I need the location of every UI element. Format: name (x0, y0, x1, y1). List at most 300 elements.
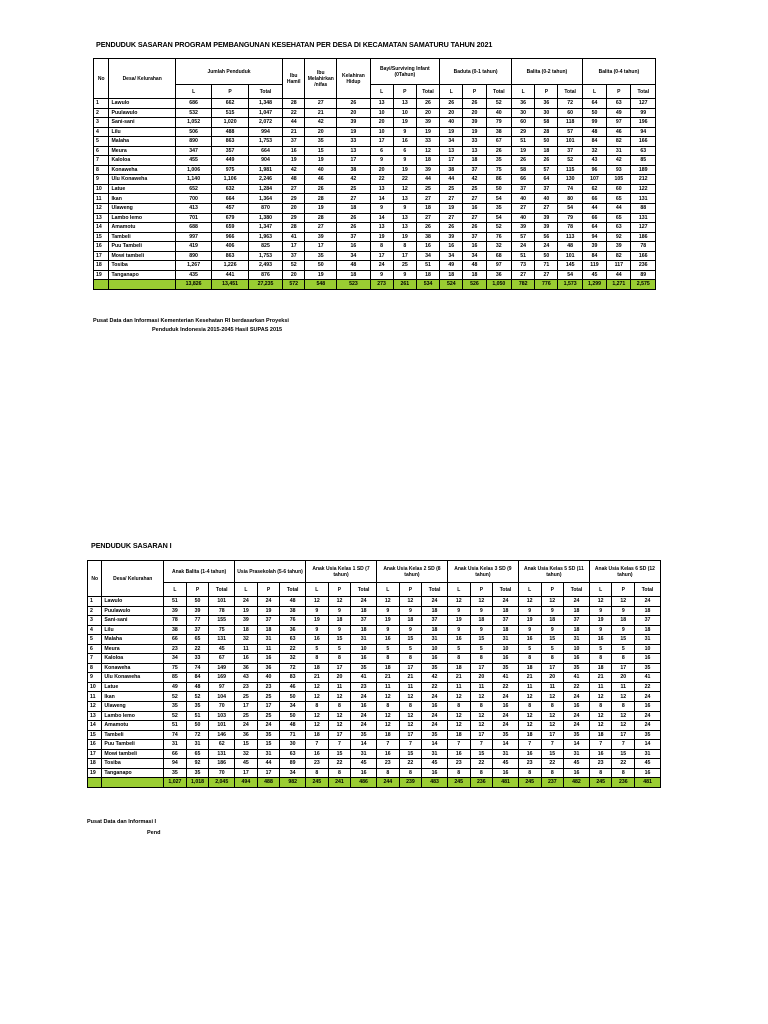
cell-value: 19 (305, 270, 337, 280)
cell-value: 19 (305, 204, 337, 214)
cell-value: 12 (447, 692, 470, 702)
target-population-table-2 (87, 560, 661, 788)
cell-value: 16 (440, 242, 463, 252)
cell-value: 997 (175, 232, 212, 242)
cell-value: 33 (186, 654, 209, 664)
cell-value: 50 (582, 108, 606, 118)
cell-value: 413 (175, 204, 212, 214)
cell-value: 8 (376, 768, 399, 778)
cell-value: 54 (558, 204, 582, 214)
cell-value: 19 (376, 616, 399, 626)
cell-value: 24 (635, 597, 661, 607)
cell-value: 18 (635, 606, 661, 616)
cell-value: 66 (164, 749, 187, 759)
col-header-total: Total (635, 583, 661, 597)
cell-value: 54 (558, 270, 582, 280)
col-header-total: Total (422, 583, 448, 597)
cell-value: 66 (582, 213, 606, 223)
desa-name: Ulaweng (102, 702, 164, 712)
cell-value: 35 (635, 663, 661, 673)
cell-value: 105 (607, 175, 631, 185)
col-header-total: Total (351, 583, 377, 597)
cell-value: 18 (416, 270, 439, 280)
cell-value: 16 (235, 654, 258, 664)
cell-value: 1,020 (212, 118, 249, 128)
cell-value: 15 (257, 740, 280, 750)
cell-value: 16 (564, 768, 590, 778)
cell-value: 15 (305, 146, 337, 156)
cell-value: 11 (376, 682, 399, 692)
cell-value: 15 (612, 749, 635, 759)
cell-value: 26 (463, 99, 486, 109)
cell-value: 22 (283, 108, 305, 118)
cell-value: 890 (175, 251, 212, 261)
table-row (94, 223, 656, 233)
cell-value: 49 (440, 261, 463, 271)
cell-value: 9 (376, 625, 399, 635)
cell-value: 5 (518, 644, 541, 654)
cell-value: 9 (541, 606, 564, 616)
cell-value: 19 (447, 616, 470, 626)
desa-name: Mowi tambeli (109, 251, 175, 261)
total-row-label (109, 280, 175, 290)
cell-value: 52 (486, 99, 511, 109)
cell-value: 515 (212, 108, 249, 118)
cell-value: 8 (306, 654, 329, 664)
cell-value: 904 (248, 156, 282, 166)
row-number: 15 (94, 232, 109, 242)
col-header-l: L (164, 583, 187, 597)
table-row (94, 204, 656, 214)
cell-value: 34 (416, 251, 439, 261)
cell-value: 16 (257, 654, 280, 664)
cell-value: 12 (612, 597, 635, 607)
cell-value: 45 (351, 759, 377, 769)
row-number: 17 (88, 749, 102, 759)
cell-value: 406 (212, 242, 249, 252)
cell-value: 32 (582, 146, 606, 156)
cell-value: 16 (376, 749, 399, 759)
cell-value: 18 (470, 616, 493, 626)
row-number: 4 (88, 625, 102, 635)
cell-value: 18 (463, 156, 486, 166)
cell-value: 66 (582, 194, 606, 204)
cell-value: 9 (470, 606, 493, 616)
table1-source-note: Pusat Data dan Informasi Kementerian Kesehatan RI berdasarkan Proyeksi (93, 318, 289, 324)
cell-value: 12 (612, 711, 635, 721)
cell-value: 22 (564, 682, 590, 692)
cell-value: 131 (631, 194, 656, 204)
cell-value: 9 (393, 156, 416, 166)
cell-value: 16 (493, 768, 519, 778)
cell-value: 39 (440, 232, 463, 242)
cell-value: 24 (422, 721, 448, 731)
cell-value: 15 (541, 635, 564, 645)
desa-name: Puulawulo (102, 606, 164, 616)
cell-value: 6 (370, 146, 393, 156)
cell-value: 7 (589, 740, 612, 750)
cell-value: 36 (512, 99, 535, 109)
cell-value: 22 (186, 644, 209, 654)
col-header-l: L (518, 583, 541, 597)
cell-value: 12 (328, 721, 351, 731)
cell-value: 12 (541, 711, 564, 721)
cell-value: 24 (422, 692, 448, 702)
cell-value: 5 (376, 644, 399, 654)
cell-value: 83 (280, 673, 306, 683)
cell-value: 43 (235, 673, 258, 683)
cell-value: 19 (589, 616, 612, 626)
desa-name: Tanganapo (102, 768, 164, 778)
cell-value: 1,380 (248, 213, 282, 223)
cell-value: 26 (535, 156, 558, 166)
cell-value: 9 (399, 625, 422, 635)
cell-value: 419 (175, 242, 212, 252)
cell-value: 118 (558, 118, 582, 128)
cell-value: 17 (612, 663, 635, 673)
cell-value: 74 (164, 730, 187, 740)
cell-value: 25 (257, 711, 280, 721)
cell-value: 22 (399, 759, 422, 769)
total-value: 1,573 (558, 280, 582, 290)
cell-value: 36 (235, 663, 258, 673)
cell-value: 18 (337, 270, 370, 280)
cell-value: 63 (631, 146, 656, 156)
cell-value: 16 (493, 654, 519, 664)
cell-value: 72 (186, 730, 209, 740)
cell-value: 863 (212, 251, 249, 261)
cell-value: 16 (351, 768, 377, 778)
row-number: 13 (94, 213, 109, 223)
cell-value: 50 (280, 711, 306, 721)
cell-value: 24 (635, 711, 661, 721)
cell-value: 41 (283, 232, 305, 242)
cell-value: 39 (535, 223, 558, 233)
cell-value: 11 (518, 682, 541, 692)
cell-value: 28 (305, 194, 337, 204)
cell-value: 1,981 (248, 165, 282, 175)
cell-value: 12 (518, 711, 541, 721)
cell-value: 1,226 (212, 261, 249, 271)
desa-name: Tanganapo (109, 270, 175, 280)
total-value: 572 (283, 280, 305, 290)
cell-value: 35 (564, 730, 590, 740)
table-row (94, 175, 656, 185)
cell-value: 38 (486, 127, 511, 137)
cell-value: 37 (535, 184, 558, 194)
cell-value: 24 (635, 721, 661, 731)
desa-name: Lilu (102, 625, 164, 635)
desa-name: Latue (109, 184, 175, 194)
cell-value: 166 (631, 251, 656, 261)
cell-value: 17 (283, 242, 305, 252)
desa-name: Tambeli (109, 232, 175, 242)
cell-value: 15 (328, 635, 351, 645)
cell-value: 30 (535, 108, 558, 118)
cell-value: 19 (393, 165, 416, 175)
cell-value: 23 (235, 682, 258, 692)
cell-value: 686 (175, 99, 212, 109)
cell-value: 9 (541, 625, 564, 635)
cell-value: 39 (416, 165, 439, 175)
cell-value: 67 (486, 137, 511, 147)
cell-value: 966 (212, 232, 249, 242)
cell-value: 37 (635, 616, 661, 626)
cell-value: 19 (440, 204, 463, 214)
cell-value: 12 (306, 597, 329, 607)
cell-value: 7 (306, 740, 329, 750)
cell-value: 24 (564, 721, 590, 731)
cell-value: 48 (463, 261, 486, 271)
cell-value: 12 (612, 692, 635, 702)
row-number: 18 (88, 759, 102, 769)
cell-value: 65 (607, 194, 631, 204)
cell-value: 22 (328, 759, 351, 769)
col-header-no: No (94, 59, 109, 99)
total-value: 534 (416, 280, 439, 290)
cell-value: 347 (175, 146, 212, 156)
cell-value: 15 (541, 749, 564, 759)
cell-value: 18 (564, 625, 590, 635)
cell-value: 14 (422, 740, 448, 750)
cell-value: 12 (470, 692, 493, 702)
cell-value: 21 (399, 673, 422, 683)
table-row (88, 644, 661, 654)
cell-value: 17 (470, 663, 493, 673)
cell-value: 50 (186, 597, 209, 607)
cell-value: 41 (493, 673, 519, 683)
cell-value: 66 (512, 175, 535, 185)
cell-value: 19 (440, 127, 463, 137)
cell-value: 31 (351, 635, 377, 645)
table-row (88, 759, 661, 769)
cell-value: 12 (518, 597, 541, 607)
cell-value: 25 (257, 692, 280, 702)
cell-value: 8 (541, 654, 564, 664)
cell-value: 18 (306, 663, 329, 673)
col-group-header: Baduta (0-1 tahun) (440, 59, 512, 85)
cell-value: 19 (257, 606, 280, 616)
cell-value: 22 (422, 682, 448, 692)
cell-value: 131 (631, 213, 656, 223)
cell-value: 94 (631, 127, 656, 137)
cell-value: 42 (305, 118, 337, 128)
cell-value: 16 (306, 749, 329, 759)
cell-value: 26 (440, 99, 463, 109)
cell-value: 12 (589, 721, 612, 731)
cell-value: 45 (493, 759, 519, 769)
total-value: 782 (512, 280, 535, 290)
cell-value: 16 (393, 137, 416, 147)
cell-value: 76 (280, 616, 306, 626)
cell-value: 16 (564, 654, 590, 664)
cell-value: 1,140 (175, 175, 212, 185)
cell-value: 8 (376, 702, 399, 712)
col-group-header: Anak Usia Kelas 2 SD (8 tahun) (376, 561, 447, 583)
cell-value: 31 (635, 749, 661, 759)
cell-value: 33 (337, 137, 370, 147)
col-header-p: P (612, 583, 635, 597)
total-value: 245 (447, 778, 470, 788)
row-number: 18 (94, 261, 109, 271)
col-group-header: Ibu Hamil (283, 59, 305, 99)
row-number: 1 (94, 99, 109, 109)
cell-value: 18 (447, 730, 470, 740)
cell-value: 16 (518, 749, 541, 759)
cell-value: 49 (607, 108, 631, 118)
cell-value: 37 (283, 251, 305, 261)
cell-value: 35 (351, 730, 377, 740)
cell-value: 20 (541, 673, 564, 683)
cell-value: 35 (305, 251, 337, 261)
cell-value: 189 (631, 165, 656, 175)
table-row (94, 261, 656, 271)
cell-value: 35 (305, 137, 337, 147)
col-header-p: P (607, 85, 631, 99)
cell-value: 20 (440, 108, 463, 118)
cell-value: 22 (370, 175, 393, 185)
cell-value: 1,364 (248, 194, 282, 204)
cell-value: 212 (631, 175, 656, 185)
cell-value: 51 (512, 251, 535, 261)
col-header-l: L (589, 583, 612, 597)
cell-value: 994 (248, 127, 282, 137)
cell-value: 18 (399, 616, 422, 626)
cell-value: 39 (463, 118, 486, 128)
cell-value: 26 (337, 99, 370, 109)
col-header-l: L (235, 583, 258, 597)
cell-value: 24 (351, 711, 377, 721)
cell-value: 31 (422, 749, 448, 759)
cell-value: 18 (337, 204, 370, 214)
row-number: 6 (94, 146, 109, 156)
total-value: 237 (541, 778, 564, 788)
desa-name: Amamotu (109, 223, 175, 233)
cell-value: 12 (589, 597, 612, 607)
col-group-header: Bayi/Surviving Infant (0Tahun) (370, 59, 440, 85)
cell-value: 43 (582, 156, 606, 166)
col-header-total: Total (493, 583, 519, 597)
table-row (88, 768, 661, 778)
cell-value: 27 (535, 204, 558, 214)
cell-value: 21 (447, 673, 470, 683)
cell-value: 236 (631, 261, 656, 271)
cell-value: 35 (635, 730, 661, 740)
cell-value: 18 (541, 616, 564, 626)
cell-value: 31 (257, 635, 280, 645)
cell-value: 40 (305, 165, 337, 175)
cell-value: 16 (422, 768, 448, 778)
cell-value: 435 (175, 270, 212, 280)
cell-value: 37 (283, 137, 305, 147)
cell-value: 54 (486, 194, 511, 204)
col-header-l: L (306, 583, 329, 597)
cell-value: 18 (422, 625, 448, 635)
cell-value: 155 (209, 616, 235, 626)
cell-value: 24 (493, 597, 519, 607)
cell-value: 12 (416, 146, 439, 156)
table1-source-note-2: Penduduk Indonesia 2015-2045 Hasil SUPAS 2015 (152, 327, 283, 333)
cell-value: 22 (493, 682, 519, 692)
desa-name: Lawulo (102, 597, 164, 607)
cell-value: 27 (305, 223, 337, 233)
desa-name: Lambo lemo (109, 213, 175, 223)
cell-value: 21 (283, 127, 305, 137)
total-row (94, 280, 656, 290)
total-value: 239 (399, 778, 422, 788)
cell-value: 51 (164, 597, 187, 607)
cell-value: 8 (306, 702, 329, 712)
cell-value: 664 (212, 194, 249, 204)
cell-value: 50 (280, 692, 306, 702)
cell-value: 58 (535, 118, 558, 128)
cell-value: 1,267 (175, 261, 212, 271)
cell-value: 33 (416, 137, 439, 147)
cell-value: 870 (248, 204, 282, 214)
cell-value: 9 (393, 204, 416, 214)
cell-value: 12 (376, 597, 399, 607)
desa-name: Lilu (109, 127, 175, 137)
cell-value: 32 (280, 654, 306, 664)
cell-value: 652 (175, 184, 212, 194)
row-number: 4 (94, 127, 109, 137)
cell-value: 35 (422, 730, 448, 740)
cell-value: 13 (440, 146, 463, 156)
cell-value: 12 (541, 692, 564, 702)
total-value: 13,826 (175, 280, 212, 290)
row-number: 1 (88, 597, 102, 607)
cell-value: 8 (393, 242, 416, 252)
cell-value: 8 (589, 768, 612, 778)
cell-value: 79 (486, 118, 511, 128)
cell-value: 23 (306, 759, 329, 769)
cell-value: 876 (248, 270, 282, 280)
total-row-label (102, 778, 164, 788)
cell-value: 9 (399, 606, 422, 616)
cell-value: 16 (518, 635, 541, 645)
col-group-header: Anak Usia Kelas 3 SD (9 tahun) (447, 561, 518, 583)
cell-value: 12 (447, 597, 470, 607)
total-value: 1,299 (582, 280, 606, 290)
cell-value: 8 (518, 768, 541, 778)
desa-name: Meura (109, 146, 175, 156)
cell-value: 8 (470, 654, 493, 664)
cell-value: 62 (209, 740, 235, 750)
cell-value: 74 (186, 663, 209, 673)
cell-value: 24 (564, 692, 590, 702)
cell-value: 17 (470, 730, 493, 740)
cell-value: 10 (370, 127, 393, 137)
table-row (94, 127, 656, 137)
desa-name: Lawulo (109, 99, 175, 109)
cell-value: 18 (235, 625, 258, 635)
cell-value: 68 (486, 251, 511, 261)
table2-source-note-2: Pend (147, 830, 161, 836)
cell-value: 145 (558, 261, 582, 271)
cell-value: 63 (607, 223, 631, 233)
cell-value: 92 (186, 759, 209, 769)
cell-value: 18 (422, 606, 448, 616)
row-number: 9 (94, 175, 109, 185)
cell-value: 24 (493, 711, 519, 721)
cell-value: 5 (541, 644, 564, 654)
total-value: 245 (306, 778, 329, 788)
desa-name: Amamotu (102, 721, 164, 731)
cell-value: 23 (589, 759, 612, 769)
cell-value: 14 (564, 740, 590, 750)
cell-value: 1,753 (248, 251, 282, 261)
cell-value: 104 (209, 692, 235, 702)
